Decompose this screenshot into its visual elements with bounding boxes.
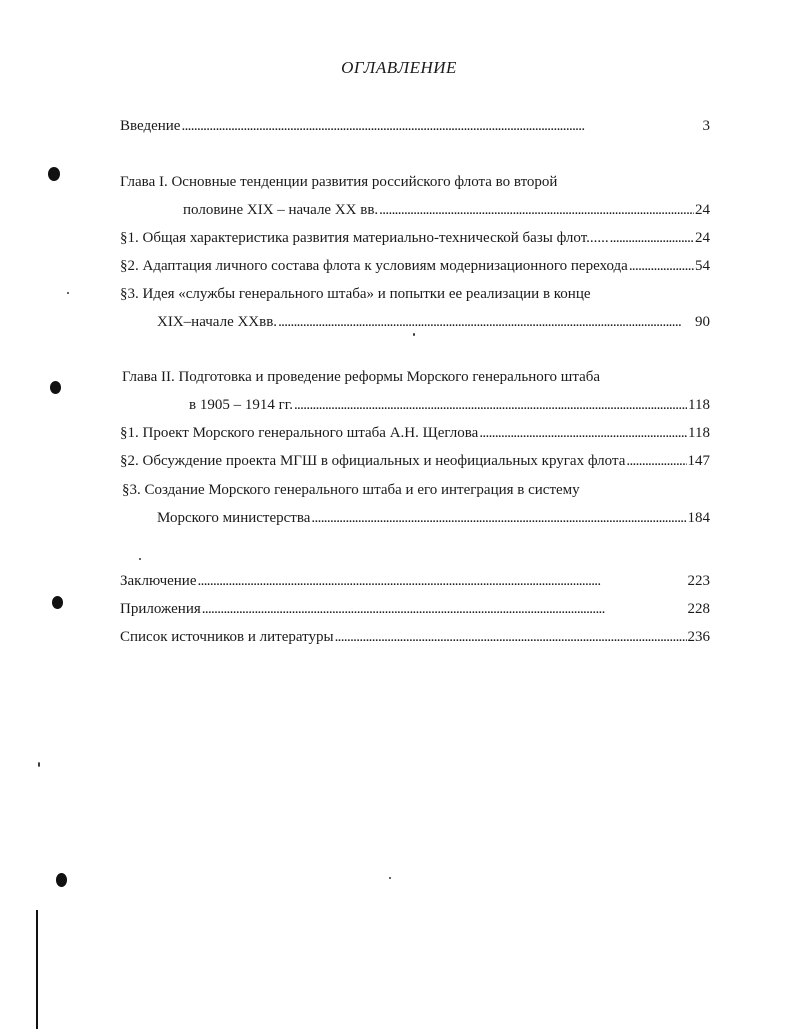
chapter2-title-line2: в 1905 – 1914 гг.: [189, 397, 293, 413]
toc-entry-label: §1. Общая характеристика развития материально-технической базы флот......: [120, 230, 609, 246]
toc-entry-page: 54: [695, 258, 710, 274]
leader-dots: [610, 229, 694, 247]
toc-entry-label: Введение: [120, 118, 181, 134]
toc-entry-chapter2: [189, 396, 710, 414]
leader-dots: [294, 396, 687, 414]
scan-speck: [38, 762, 40, 767]
toc-entry-label: Список источников и литературы: [120, 629, 334, 645]
binding-hole-mark: [48, 167, 60, 181]
page-title: ОГЛАВЛЕНИЕ: [341, 58, 457, 77]
toc-entry-label: XIX–начале XXвв.: [157, 314, 278, 330]
toc-entry-page: 223: [687, 573, 710, 589]
chapter2-title-line1: Глава II. Подготовка и проведение реформы Морского генерального штаба: [122, 369, 601, 385]
toc-entry-page: 147: [687, 453, 710, 469]
toc-entry-ch1-s1: [120, 229, 710, 247]
toc-entry-sources: [120, 628, 710, 646]
toc-entry-appendices: [120, 600, 710, 618]
toc-entry-conclusion: [120, 572, 710, 590]
leader-dots: [379, 201, 694, 219]
toc-entry-ch2-s3-line1: §3. Создание Морского генерального штаба и его интеграция в систему: [122, 482, 580, 498]
toc-entry-page: 236: [687, 629, 710, 645]
toc-entry-page: 228: [687, 601, 710, 617]
toc-entry-intro: [120, 117, 710, 135]
scan-speck: [389, 877, 391, 879]
toc-entry-label: Приложения: [120, 601, 201, 617]
toc-entry-ch2-s2: [120, 452, 710, 470]
toc-entry-page: 90: [695, 314, 710, 330]
toc-entry-page: 118: [688, 397, 710, 413]
leader-dots: [626, 452, 686, 470]
scan-speck: [67, 292, 69, 294]
scan-speck: [139, 558, 141, 560]
toc-entry-page: 118: [688, 425, 710, 441]
toc-entry-chapter1: [183, 201, 710, 219]
toc-entry-label: Заключение: [120, 573, 197, 589]
toc-entry-label: Морского министерства: [157, 510, 311, 526]
leader-dots: [198, 572, 687, 590]
chapter1-title-line1: Глава I. Основные тенденции развития российского флота во второй: [120, 174, 558, 190]
binding-hole-mark: [52, 596, 63, 609]
leader-dots: [335, 628, 687, 646]
toc-entry-ch2-s3: [157, 509, 710, 527]
toc-entry-ch2-s1: [120, 424, 710, 442]
leader-dots: [278, 313, 694, 331]
toc-entry-ch1-s3-line1: §3. Идея «службы генерального штаба» и попытки ее реализации в конце: [120, 286, 591, 302]
toc-entry-page: 184: [687, 510, 710, 526]
toc-entry-label: §2. Адаптация личного состава флота к условиям модернизационного перехода: [120, 258, 628, 274]
page-edge-line: [36, 910, 38, 1029]
scan-speck: [413, 333, 415, 336]
toc-entry-ch1-s3: [157, 313, 710, 331]
toc-entry-label: §2. Обсуждение проекта МГШ в официальных и неофициальных кругах флота: [120, 453, 626, 469]
binding-hole-mark: [50, 381, 61, 394]
leader-dots: [311, 509, 686, 527]
binding-hole-mark: [56, 873, 67, 887]
leader-dots: [479, 424, 687, 442]
toc-entry-page: 3: [702, 118, 710, 134]
toc-entry-ch1-s2: [120, 257, 710, 275]
toc-entry-page: 24: [695, 202, 710, 218]
leader-dots: [181, 117, 701, 135]
toc-entry-label: §1. Проект Морского генерального штаба А.Н. Щеглова: [120, 425, 479, 441]
toc-entry-page: 24: [695, 230, 710, 246]
chapter1-title-line2: половине XIX – начале XX вв.: [183, 202, 379, 218]
leader-dots: [202, 600, 687, 618]
leader-dots: [629, 257, 694, 275]
